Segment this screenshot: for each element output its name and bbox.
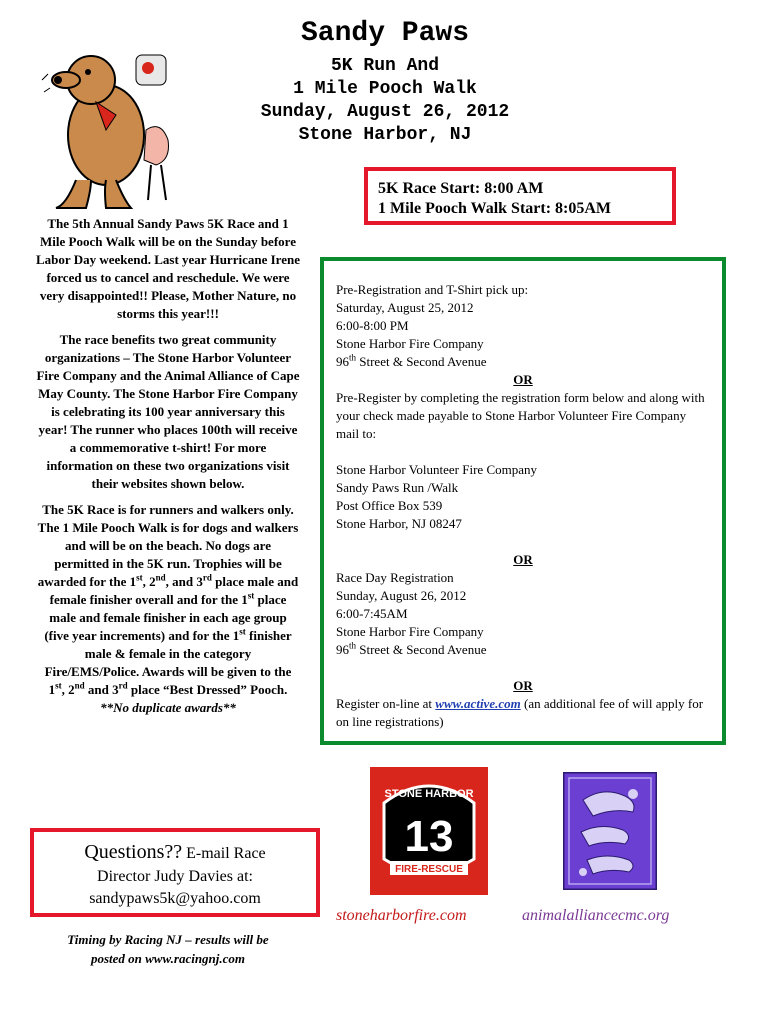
race-day-line: Sunday, August 26, 2012 <box>336 588 467 603</box>
race-day-address: 96th Street & Second Avenue <box>336 640 487 657</box>
pre-registration-line: Pre-Registration and T-Shirt pick up: <box>336 282 529 297</box>
fire-logo-number: 13 <box>404 812 454 861</box>
pre-registration-line: Stone Harbor Fire Company <box>336 336 484 351</box>
mail-registration-text: Pre-Register by completing the registration form below and along with your check made payable to Stone Harbor Volunteer Fire Company mail to: <box>336 390 705 441</box>
pre-registration-address: 96th Street & Second Avenue <box>336 352 487 369</box>
pre-registration-line: 6:00-8:00 PM <box>336 318 409 333</box>
animal-alliance-website-link[interactable]: animalalliancecmc.org <box>522 907 670 924</box>
fire-logo-top-text: STONE HARBOR <box>384 788 474 800</box>
fire-logo-bottom-text: FIRE-RESCUE <box>395 864 463 875</box>
intro-paragraph: The 5th Annual Sandy Paws 5K Race and 1 Mile Pooch Walk will be on the Sunday before Labor Day weekend. Last year Hurricane Irene forced us to cancel and reschedule. We were very disappointed!! Please, Mother Nature, no storms this year!!! <box>36 216 300 321</box>
race-day-line: Stone Harbor Fire Company <box>336 624 484 639</box>
questions-heading: Questions?? E-mail Race <box>84 841 266 863</box>
fire-company-website-link[interactable]: stoneharborfire.com <box>336 907 467 924</box>
animal-alliance-logo <box>563 772 657 890</box>
awards-paragraph: The 5K Race is for runners and walkers only. The 1 Mile Pooch Walk is for dogs and walkers and will be on the beach. No dogs are permitted in the 5K run. Trophies will be awarded for the 1st, 2nd, and 3rd place male and female finisher overall and for the 1st place male and female finisher in each age group (five year increments) and for the 1st finisher male & female in the category Fire/EMS/Police. Awards will be given to the 1st, 2nd and 3rd place “Best Dressed” Pooch. **No duplicate awards** <box>37 502 299 715</box>
subtitle-line: 1 Mile Pooch Walk <box>293 79 477 99</box>
no-duplicate-awards-note: **No duplicate awards** <box>100 700 236 715</box>
stone-harbor-fire-logo <box>370 767 488 895</box>
page-title: Sandy Paws <box>300 18 470 49</box>
benefits-paragraph: The race benefits two great community organizations – The Stone Harbor Volunteer Fire Company and the Animal Alliance of Cape May County. The Stone Harbor Fire Company is celebrating its 100 year anniversary this year! The runner who places 100th will receive a commemorative t-shirt! For more information on these two organizations visit their websites shown below. <box>36 332 300 491</box>
subtitle-line: 5K Run And <box>330 56 440 76</box>
mail-address-line: Stone Harbor, NJ 08247 <box>336 516 462 531</box>
race-day-line: Race Day Registration <box>336 570 454 585</box>
contact-director: Director Judy Davies at: <box>97 868 253 885</box>
timing-note <box>36 930 300 968</box>
pre-registration-line: Saturday, August 25, 2012 <box>336 300 474 315</box>
event-description <box>36 215 300 725</box>
or-divider: OR <box>513 552 533 567</box>
active-com-link[interactable]: www.active.com <box>435 696 521 711</box>
contact-email[interactable]: sandypaws5k@yahoo.com <box>89 890 261 907</box>
race-start-box <box>364 167 676 225</box>
or-divider: OR <box>513 372 533 387</box>
subtitle-line: Sunday, August 26, 2012 <box>260 102 510 122</box>
event-subtitle <box>0 55 770 147</box>
subtitle-line: Stone Harbor, NJ <box>298 125 472 145</box>
online-registration-text: Register on-line at www.active.com (an additional fee of will apply for on line registrations) <box>336 696 704 729</box>
registration-box <box>320 257 726 745</box>
walk-start-line: 1 Mile Pooch Walk Start: 8:05AM <box>378 200 612 217</box>
timing-line: posted on www.racingnj.com <box>90 951 246 966</box>
mail-address-line: Sandy Paws Run /Walk <box>336 480 459 495</box>
race-day-line: 6:00-7:45AM <box>336 606 408 621</box>
or-divider: OR <box>513 678 533 693</box>
race-start-line: 5K Race Start: 8:00 AM <box>378 180 544 197</box>
mail-address-line: Post Office Box 539 <box>336 498 443 513</box>
mail-address-line: Stone Harbor Volunteer Fire Company <box>336 462 537 477</box>
timing-line: Timing by Racing NJ – results will be <box>67 932 269 947</box>
questions-box <box>30 828 320 917</box>
